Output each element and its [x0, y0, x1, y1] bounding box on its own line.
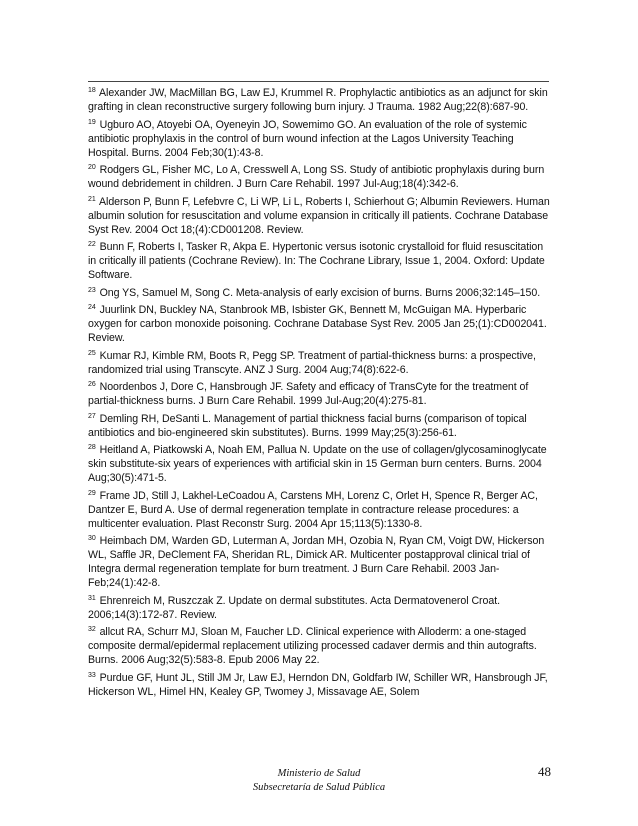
- page-number: 48: [538, 764, 551, 779]
- footnote-32: [88, 625, 550, 667]
- footnote-number: 27: [88, 412, 96, 420]
- footnote-21: [88, 195, 550, 237]
- footnote-24: [88, 303, 550, 345]
- footnote-23: [88, 286, 550, 300]
- footnote-31: [88, 594, 550, 622]
- footnote-number: 19: [88, 118, 96, 126]
- footnote-20: [88, 163, 550, 191]
- footnote-text: Demling RH, DeSanti L. Management of partial thickness facial burns (comparison of topical antibiotics and bio-engineered skin substitutes). Burns. 1999 May;25(3):256-61.: [88, 412, 527, 439]
- footnote-18: [88, 86, 550, 114]
- footnote-number: 28: [88, 444, 96, 451]
- footnote-27: [88, 412, 550, 440]
- footnote-number: 22: [88, 241, 96, 248]
- footnote-text: Ugburo AO, Atoyebi OA, Oyeneyin JO, Sowemimo GO. An evaluation of the role of systemic antibiotic prophylaxis in the control of burn wound infection at the Lagos University Teaching Hospital. Burns. 2004 Feb;30(1):43-8.: [88, 118, 527, 159]
- footnote-text: Heimbach DM, Warden GD, Luterman A, Jordan MH, Ozobia N, Ryan CM, Voigt DW, Hickerson WL, Saffle JR, DeClement FA, Sheridan RL, Dimick AR. Multicenter postapproval clinical trial of Integra dermal regeneration template for burn treatment. J Burn Care Rehabil. 2003 Jan-Feb;24(1):42-8.: [88, 535, 545, 589]
- footnote-text: Alderson P, Bunn F, Lefebvre C, Li WP, Li L, Roberts I, Schierhout G; Albumin Reviewers. Human albumin solution for resuscitation and volume expansion in critically ill patients. Cochrane Database Syst Rev. 2004 Oct 18;(4):CD001208. Review.: [88, 195, 550, 236]
- footnote-text: Alexander JW, MacMillan BG, Law EJ, Krummel R. Prophylactic antibiotics as an adjunct for skin grafting in clean reconstructive surgery following burn injury. J Trauma. 1982 Aug;22(8):687-90.: [88, 87, 548, 113]
- footnotes-list: [88, 86, 550, 702]
- footnote-number: 26: [88, 381, 96, 388]
- footnote-text: Ehrenreich M, Ruszczak Z. Update on dermal substitutes. Acta Dermatovenerol Croat. 2006;14(3):172-87. Review.: [88, 594, 500, 621]
- footnote-number: 30: [88, 535, 96, 542]
- footnote-number: 32: [88, 626, 96, 633]
- footnote-number: 24: [88, 304, 96, 311]
- footnote-text: Ong YS, Samuel M, Song C. Meta-analysis of early excision of burns. Burns 2006;32:145–150.: [99, 286, 541, 299]
- footnote-19: [88, 118, 550, 160]
- footnote-number: 21: [88, 195, 96, 203]
- footnote-number: 18: [88, 87, 96, 94]
- footnote-text: Heitland A, Piatkowski A, Noah EM, Pallua N. Update on the use of collagen/glycosaminoglycate skin substitute-six years of experiences with artificial skin in 15 German burn centers. Burns. 2004 Aug;30(5):471-5.: [88, 444, 547, 484]
- footnote-26: [88, 380, 550, 408]
- footnote-29: [88, 489, 550, 531]
- footnote-text: allcut RA, Schurr MJ, Sloan M, Faucher LD. Clinical experience with Alloderm: a one-staged composite dermal/epidermal replacement utilizing processed cadaver dermis and thin autografts. Burns. 2006 Aug;32(5):583-8. Epub 2006 May 22.: [88, 626, 537, 666]
- footnote-text: Purdue GF, Hunt JL, Still JM Jr, Law EJ, Herndon DN, Goldfarb IW, Schiller WR, Hansbrough JF, Hickerson WL, Himel HN, Kealey GP, Twomey J, Missavage AE, Solem: [88, 671, 548, 698]
- footnote-30: [88, 534, 550, 590]
- footnote-22: [88, 240, 550, 282]
- footer-ministry: Ministerio de Salud: [277, 768, 361, 779]
- footnote-text: Rodgers GL, Fisher MC, Lo A, Cresswell A, Long SS. Study of antibiotic prophylaxis during burn wound debridement in children. J Burn Care Rehabil. 1997 Jul-Aug;18(4):342-6.: [88, 164, 545, 190]
- footnote-number: 23: [88, 286, 96, 294]
- footnote-text: Noordenbos J, Dore C, Hansbrough JF. Safety and efficacy of TransCyte for the treatment of partial-thickness burns. J Burn Care Rehabil. 1999 Jul-Aug;20(4):275-81.: [88, 381, 529, 407]
- footnote-text: Frame JD, Still J, Lakhel-LeCoadou A, Carstens MH, Lorenz C, Orlet H, Spence R, Berger AC, Dantzer E, Burd A. Use of dermal regeneration template in contracture release procedures: a multicenter evaluation. Plast Reconstr Surg. 2004 Apr 15;113(5):1330-8.: [88, 489, 538, 530]
- footnote-33: [88, 671, 550, 699]
- footnote-text: Bunn F, Roberts I, Tasker R, Akpa E. Hypertonic versus isotonic crystalloid for fluid resuscitation in critically ill patients (Cochrane Review). In: The Cochrane Library, Issue 1, 2004. Oxford: Update Software.: [88, 241, 545, 281]
- footnote-number: 25: [88, 349, 96, 357]
- footer-subsecretary: Subsecretaría de Salud Pública: [252, 782, 386, 793]
- footnote-text: Kumar RJ, Kimble RM, Boots R, Pegg SP. Treatment of partial-thickness burns: a prospective, randomized trial using Transcyte. ANZ J Surg. 2004 Aug;74(8):622-6.: [88, 349, 536, 376]
- footnote-text: Juurlink DN, Buckley NA, Stanbrook MB, Isbister GK, Bennett M, McGuigan MA. Hyperbaric oxygen for carbon monoxide poisoning. Cochrane Database Syst Rev. 2005 Jan 25;(1):CD002041. Review.: [88, 304, 547, 344]
- footnote-number: 20: [88, 164, 96, 171]
- footnote-number: 31: [88, 594, 96, 602]
- footnote-number: 33: [88, 671, 96, 679]
- footnote-25: [88, 349, 550, 377]
- footnote-number: 29: [88, 489, 96, 497]
- footnote-separator: [88, 81, 549, 82]
- footnote-28: [88, 443, 550, 485]
